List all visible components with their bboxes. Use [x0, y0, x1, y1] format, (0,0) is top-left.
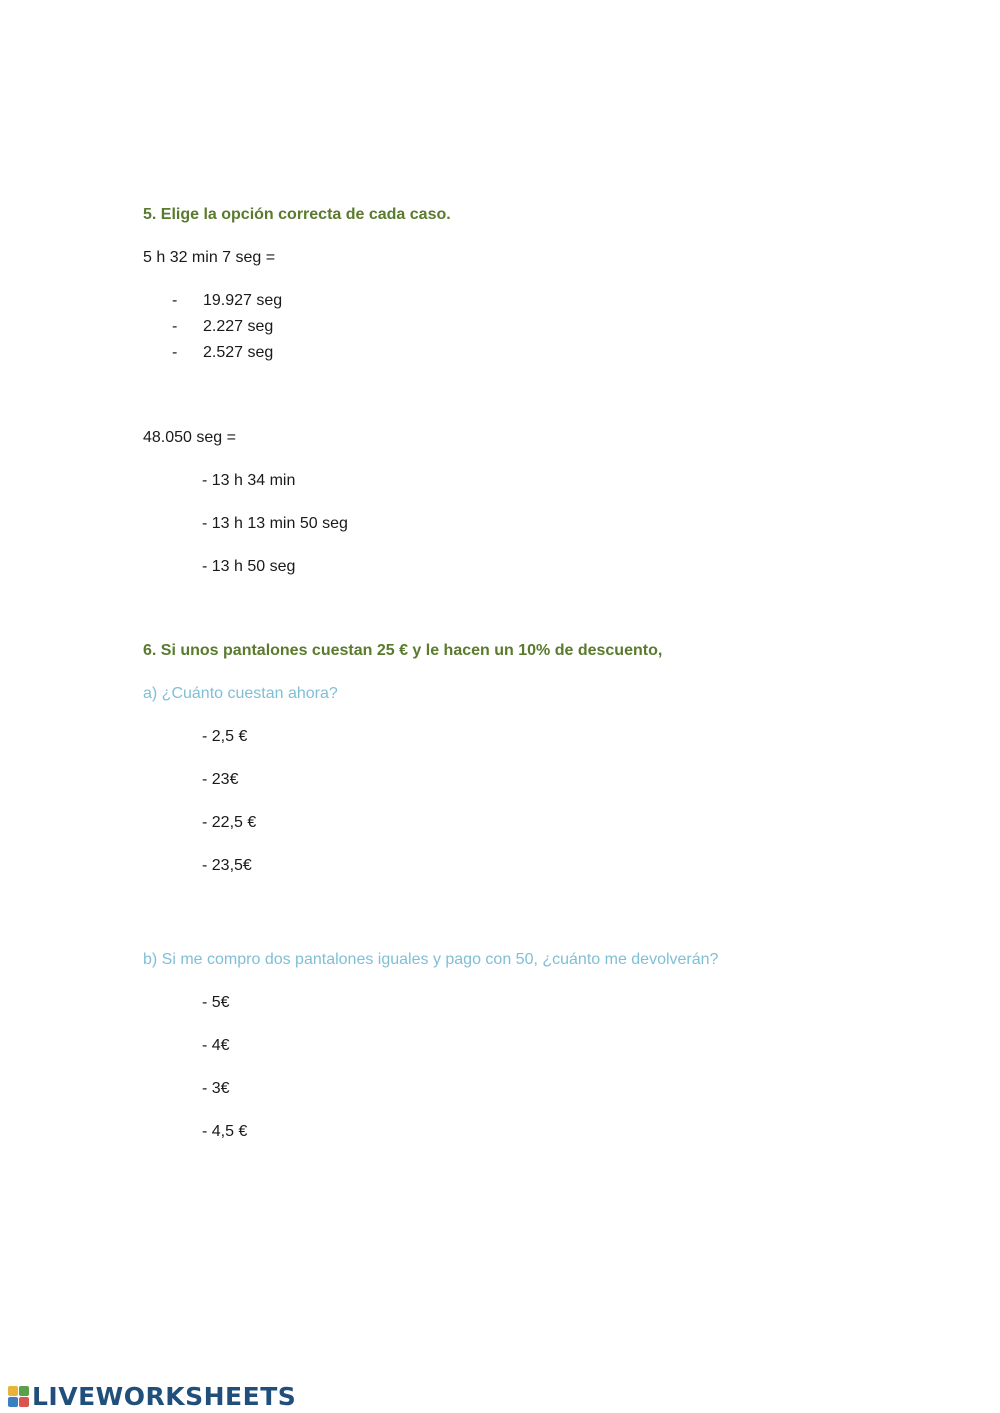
option-item[interactable]: - 13 h 34 min [202, 472, 296, 489]
logo-blocks-icon [8, 1386, 29, 1407]
logo-text: LIVEWORKSHEETS [32, 1381, 297, 1411]
option-item[interactable] [172, 291, 283, 311]
option-item[interactable]: - 3€ [202, 1080, 230, 1097]
question-6-title: 6. Si unos pantalones cuestan 25 € y le hacen un 10% de descuento, [143, 642, 663, 659]
option-item[interactable] [172, 317, 274, 337]
dash-bullet: - [172, 318, 178, 335]
option-item[interactable]: - 13 h 13 min 50 seg [202, 515, 348, 532]
option-item[interactable]: - 23€ [202, 771, 239, 788]
logo-block [8, 1397, 18, 1407]
option-item[interactable]: - 4€ [202, 1037, 230, 1054]
logo-block [8, 1386, 18, 1396]
option-item[interactable]: - 4,5 € [202, 1123, 248, 1140]
dash-bullet: - [172, 292, 178, 309]
option-item[interactable]: - 13 h 50 seg [202, 558, 296, 575]
question-5b-prompt: 48.050 seg = [143, 429, 236, 446]
option-item[interactable]: - 22,5 € [202, 814, 257, 831]
question-5-title: 5. Elige la opción correcta de cada caso. [143, 206, 451, 223]
option-item[interactable]: - 23,5€ [202, 857, 252, 874]
liveworksheets-logo [8, 1381, 296, 1411]
logo-block [19, 1397, 29, 1407]
dash-bullet: - [172, 344, 178, 361]
option-item[interactable]: - 2,5 € [202, 728, 248, 745]
question-6a-prompt: a) ¿Cuánto cuestan ahora? [143, 685, 338, 702]
option-label: 2.227 seg [203, 318, 274, 335]
option-label: 2.527 seg [203, 344, 274, 361]
question-5a-prompt: 5 h 32 min 7 seg = [143, 249, 276, 266]
option-item[interactable] [172, 343, 274, 363]
question-6b-prompt: b) Si me compro dos pantalones iguales y pago con 50, ¿cuánto me devolverán? [143, 951, 719, 968]
logo-block [19, 1386, 29, 1396]
option-item[interactable]: - 5€ [202, 994, 230, 1011]
option-label: 19.927 seg [203, 292, 283, 309]
